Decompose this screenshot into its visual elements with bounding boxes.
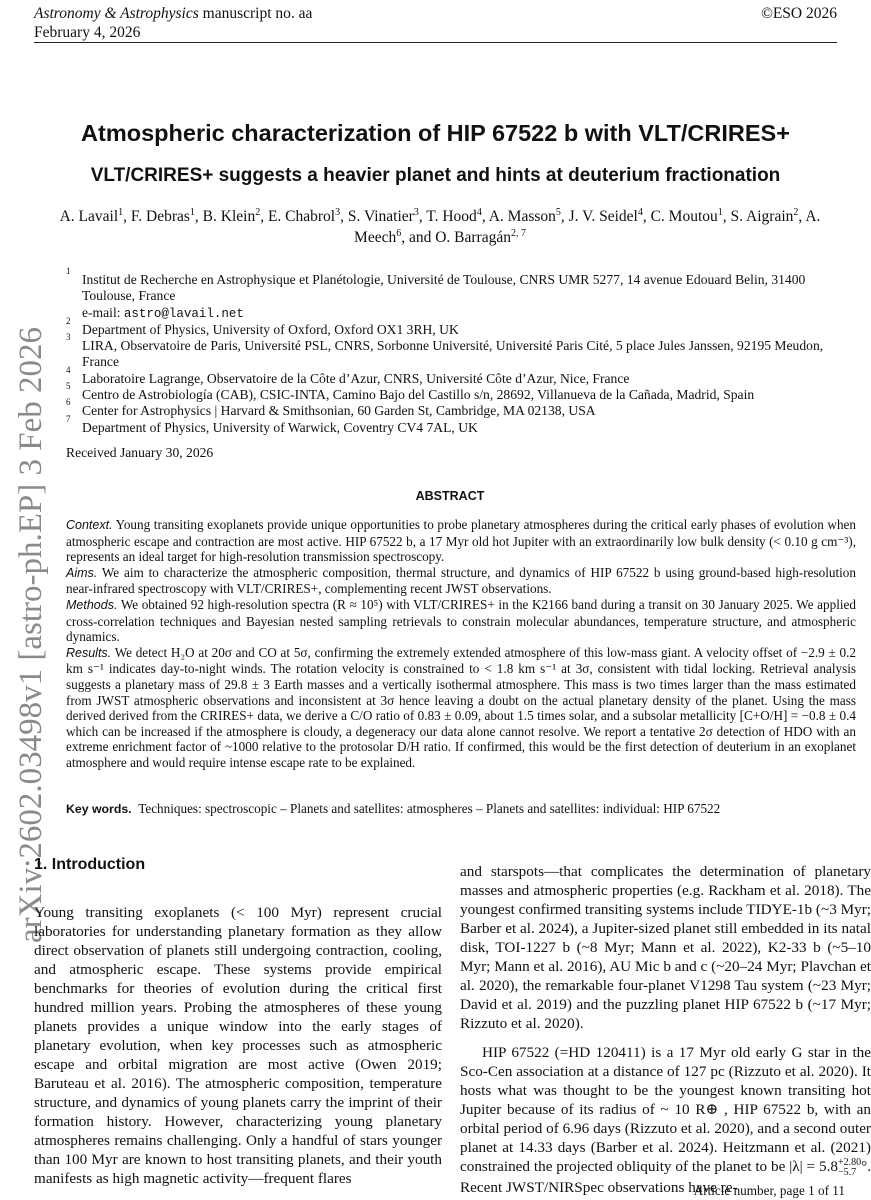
abstract-body [66,517,856,771]
author: S. Vinatier$^3$ [347,206,419,225]
affiliation-4: 4 Laboratoire Lagrange, Observatoire de la Côte d’Azur, CNRS, Université Côte d’Azur, Nice, France [66,364,630,386]
author: C. Moutou$^1$ [650,206,723,225]
running-header [34,4,312,42]
author-affiliation-mark: 5 [555,206,561,218]
author: A. Meech$^6$ [354,208,821,246]
author-affiliation-mark: 2 [255,206,261,218]
abstract-aims: Aims. We aim to characterize the atmospheric composition, thermal structure, and dynamics of HIP 67522 b using ground-based high-resolution near-infrared spectroscopy with VLT/CRIRES+, complementing recent JWST observations. [66,564,856,597]
abstract-heading: ABSTRACT [415,489,485,503]
manuscript-number: manuscript no. aa [198,5,313,22]
journal-name: Astronomy & Astrophysics [34,5,199,22]
author-affiliation-mark: 1 [717,206,723,218]
author: T. Hood$^4$ [426,206,482,225]
header-rule [34,42,837,43]
abstract-context: Context. Young transiting exoplanets provide unique opportunities to probe planetary atmospheres during the critical early phases of evolution when atmospheric escape and contraction are most active. HIP 67522 b, a 17 Myr old hot Jupiter with an extraordinarily low bulk density (< 0.10 g cm⁻³), represents an ideal target for high-resolution transmission spectroscopy. [66,517,856,565]
author-affiliation-mark: 6 [396,227,402,239]
header-date: February 4, 2026 [34,24,141,41]
abstract-methods: Methods. We obtained 92 high-resolution spectra (R ≈ 10⁵) with VLT/CRIRES+ in the K2166 band during a transit on 30 January 2025. We applied cross-correlation techniques and Bayesian nested sampling retrievals to constrain molecular abundances, temperature structure, and atmospheric dynamics. [66,596,857,645]
author-list: A. Lavail$^1$, F. Debras$^1$, B. Klein$^2$, E. Chabrol$^3$, S. Vinatier$^3$, T. Hood$^4$, A. Masson$^5$, J. V. Seidel$^4$, C. Moutou$^1$, S. Aigrain$^2$, A. Meech$^6$, and O. Barragán$^{2, 7}$ [59,206,821,246]
author-affiliation-mark: 3 [413,206,419,218]
author: F. Debras$^1$ [130,206,195,225]
section-heading: 1. Introduction [34,856,146,873]
author-affiliation-mark: 1 [189,206,195,218]
received-date: Received January 30, 2026 [66,445,214,460]
author: A. Masson$^5$ [488,206,561,225]
keywords-label: Key words. [66,802,132,816]
page-footer: Article number, page 1 of 11 [693,1183,845,1198]
author: O. Barragán$^{2, 7}$ [435,227,526,246]
email-link[interactable]: astro@lavail.net [123,306,244,321]
intro-paragraph-2: HIP 67522 (=HD 120411) is a 17 Myr old early G star in the Sco-Cen association at a distance of 127 pc (Rizzuto et al. 2020). It hosts what was thought to be the youngest known transiting hot Jupiter because of its radius of ~ 10 R⊕ , HIP 67522 b, with an orbital period of 6.96 days (Rizzuto et al. 2020), and a second outer planet at 14.33 days (Barber et al. 2024). Heitzmann et al. (2021) constrained the projected obliquity of the planet to be |λ| = 5.8+2.80 −5.7 °. Recent JWST/NIRSpec observations have re- [460,1044,871,1196]
affiliation-1: 1 Institut de Recherche en Astrophysique et Planétologie, Université de Toulouse, CNRS UMR 5277, 14 avenue Edouard Belin, 31400 Toulouse, France e-mail: astro@lavail.net [66,266,806,321]
author: E. Chabrol$^3$ [267,206,341,225]
intro-paragraph-1: Young transiting exoplanets (< 100 Myr) represent crucial laboratories for understanding planetary formation as they allow direct observation of planets still undergoing contraction, cooling, and atmospheric escape. These systems provide empirical benchmarks for theories of evolution during the critical first hundred million years. Probing the atmospheres of these young planets provides a unique window into the early stages of planetary evolution, when key processes such as atmospheric escape and orbital migration are most active (Owen 2019; Baruteau et al. 2016). The atmospheric composition, temperature structure, and dynamics of young planets carry the imprint of their formation history. However, characterizing young planetary atmospheres remains challenging. Only a handful of stars younger than 100 Myr are known to host transiting planets, and their youth manifests as high magnetic activity—frequent flares [34,904,442,1187]
author: J. V. Seidel$^4$ [568,206,643,225]
author: S. Aigrain$^2$ [730,206,799,225]
author-affiliation-mark: 4 [476,206,482,218]
author-affiliation-mark: 2 [793,206,799,218]
author: B. Klein$^2$ [202,206,261,225]
intro-paragraph-1-cont: and starspots—that complicates the determination of planetary masses and atmospheric properties (e.g. Rackham et al. 2018). The youngest confirmed transiting systems include TIDYE-1b (~3 Myr; Barber et al. 2024), a Jupiter-sized planet still embedded in its natal disk, TOI-1227 b (~8 Myr; Mann et al. 2022), K2-33 b (~5–10 Myr; Mann et al. 2016), AU Mic b and c (~20–24 Myr; Plavchan et al. 2020), the remarkable four-planet V1298 Tau system (~23 Myr; David et al. 2019) and the puzzling planet HIP 67522 b (~17 Myr; Rizzuto et al. 2020). [460,863,871,1032]
author-affiliation-mark: 2, 7 [510,227,526,239]
email-label: e-mail: [82,304,124,320]
author: A. Lavail$^1$ [59,206,124,225]
affiliation-7: 7 Department of Physics, University of Warwick, Coventry CV4 7AL, UK [66,413,478,435]
right-column [460,862,871,1197]
author-affiliation-mark: 3 [335,206,341,218]
affiliation-6: 6 Center for Astrophysics | Harvard & Smithsonian, 60 Garden St, Cambridge, MA 02138, USA [66,397,596,419]
author-affiliation-mark: 1 [118,206,124,218]
paper-subtitle: VLT/CRIRES+ suggests a heavier planet and hints at deuterium fractionation [90,165,781,186]
arxiv-stamp[interactable]: arXiv:2602.03498v1 [astro-ph.EP] 3 Feb 2026 [13,327,49,943]
affiliation-5: 5 Centro de Astrobiología (CAB), CSIC-INTA, Camino Bajo del Castillo s/n, 28692, Villanueva de la Cañada, Madrid, Spain [66,381,755,403]
affiliation-list [66,266,856,436]
paper-title: Atmospheric characterization of HIP 67522 b with VLT/CRIRES+ [81,120,790,146]
author-affiliation-mark: 4 [637,206,643,218]
left-column [34,903,442,1188]
abstract-results: Results. We detect H₂O at 20σ and CO at 5σ, confirming the extremely extended atmosphere of this low-mass giant. A velocity offset of −2.9 ± 0.2 km s⁻¹ indicates day-to-night winds. The rotation velocity is constrained to < 1.8 km s⁻¹ at 3σ, consistent with tidal locking. Retrieval analysis suggests a planetary mass of 29.8 ± 3 Earth masses and a vertically isothermal atmosphere. This mass is two times larger than the mass estimated from JWST atmospheric observations and inconsistent at 3σ hence leaving a doubt on the actual planetary density of the planet. Using the mass derived derived from the CRIRES+ data, we derive a C/O ratio of 0.83 ± 0.09, about 1.5 times solar, and a subsolar metallicity [C+O/H] = −0.8 ± 0.4 which can be increased if the atmosphere is cloudy, a degeneracy our data alone cannot resolve. We report a tentative 2σ detection of HDO with an extreme enrichment factor of ~1000 relative to the protosolar D/H ratio. If confirmed, this would be the first detection of deuterium in an exoplanet atmosphere and would require intense escape rate to be explained. [66,644,857,770]
keywords-text: Techniques: spectroscopic – Planets and satellites: atmospheres – Planets and satellites: individual: HIP 67522 [138,801,721,816]
copyright: ©ESO 2026 [761,5,837,22]
affiliation-2: 2 Department of Physics, University of Oxford, Oxford OX1 3RH, UK [66,315,459,337]
affiliation-3: 3 LIRA, Observatoire de Paris, Université PSL, CNRS, Sorbonne Université, Université Paris Cité, 5 place Jules Janssen, 92195 Meudon, France [66,332,824,370]
keywords [66,801,856,817]
